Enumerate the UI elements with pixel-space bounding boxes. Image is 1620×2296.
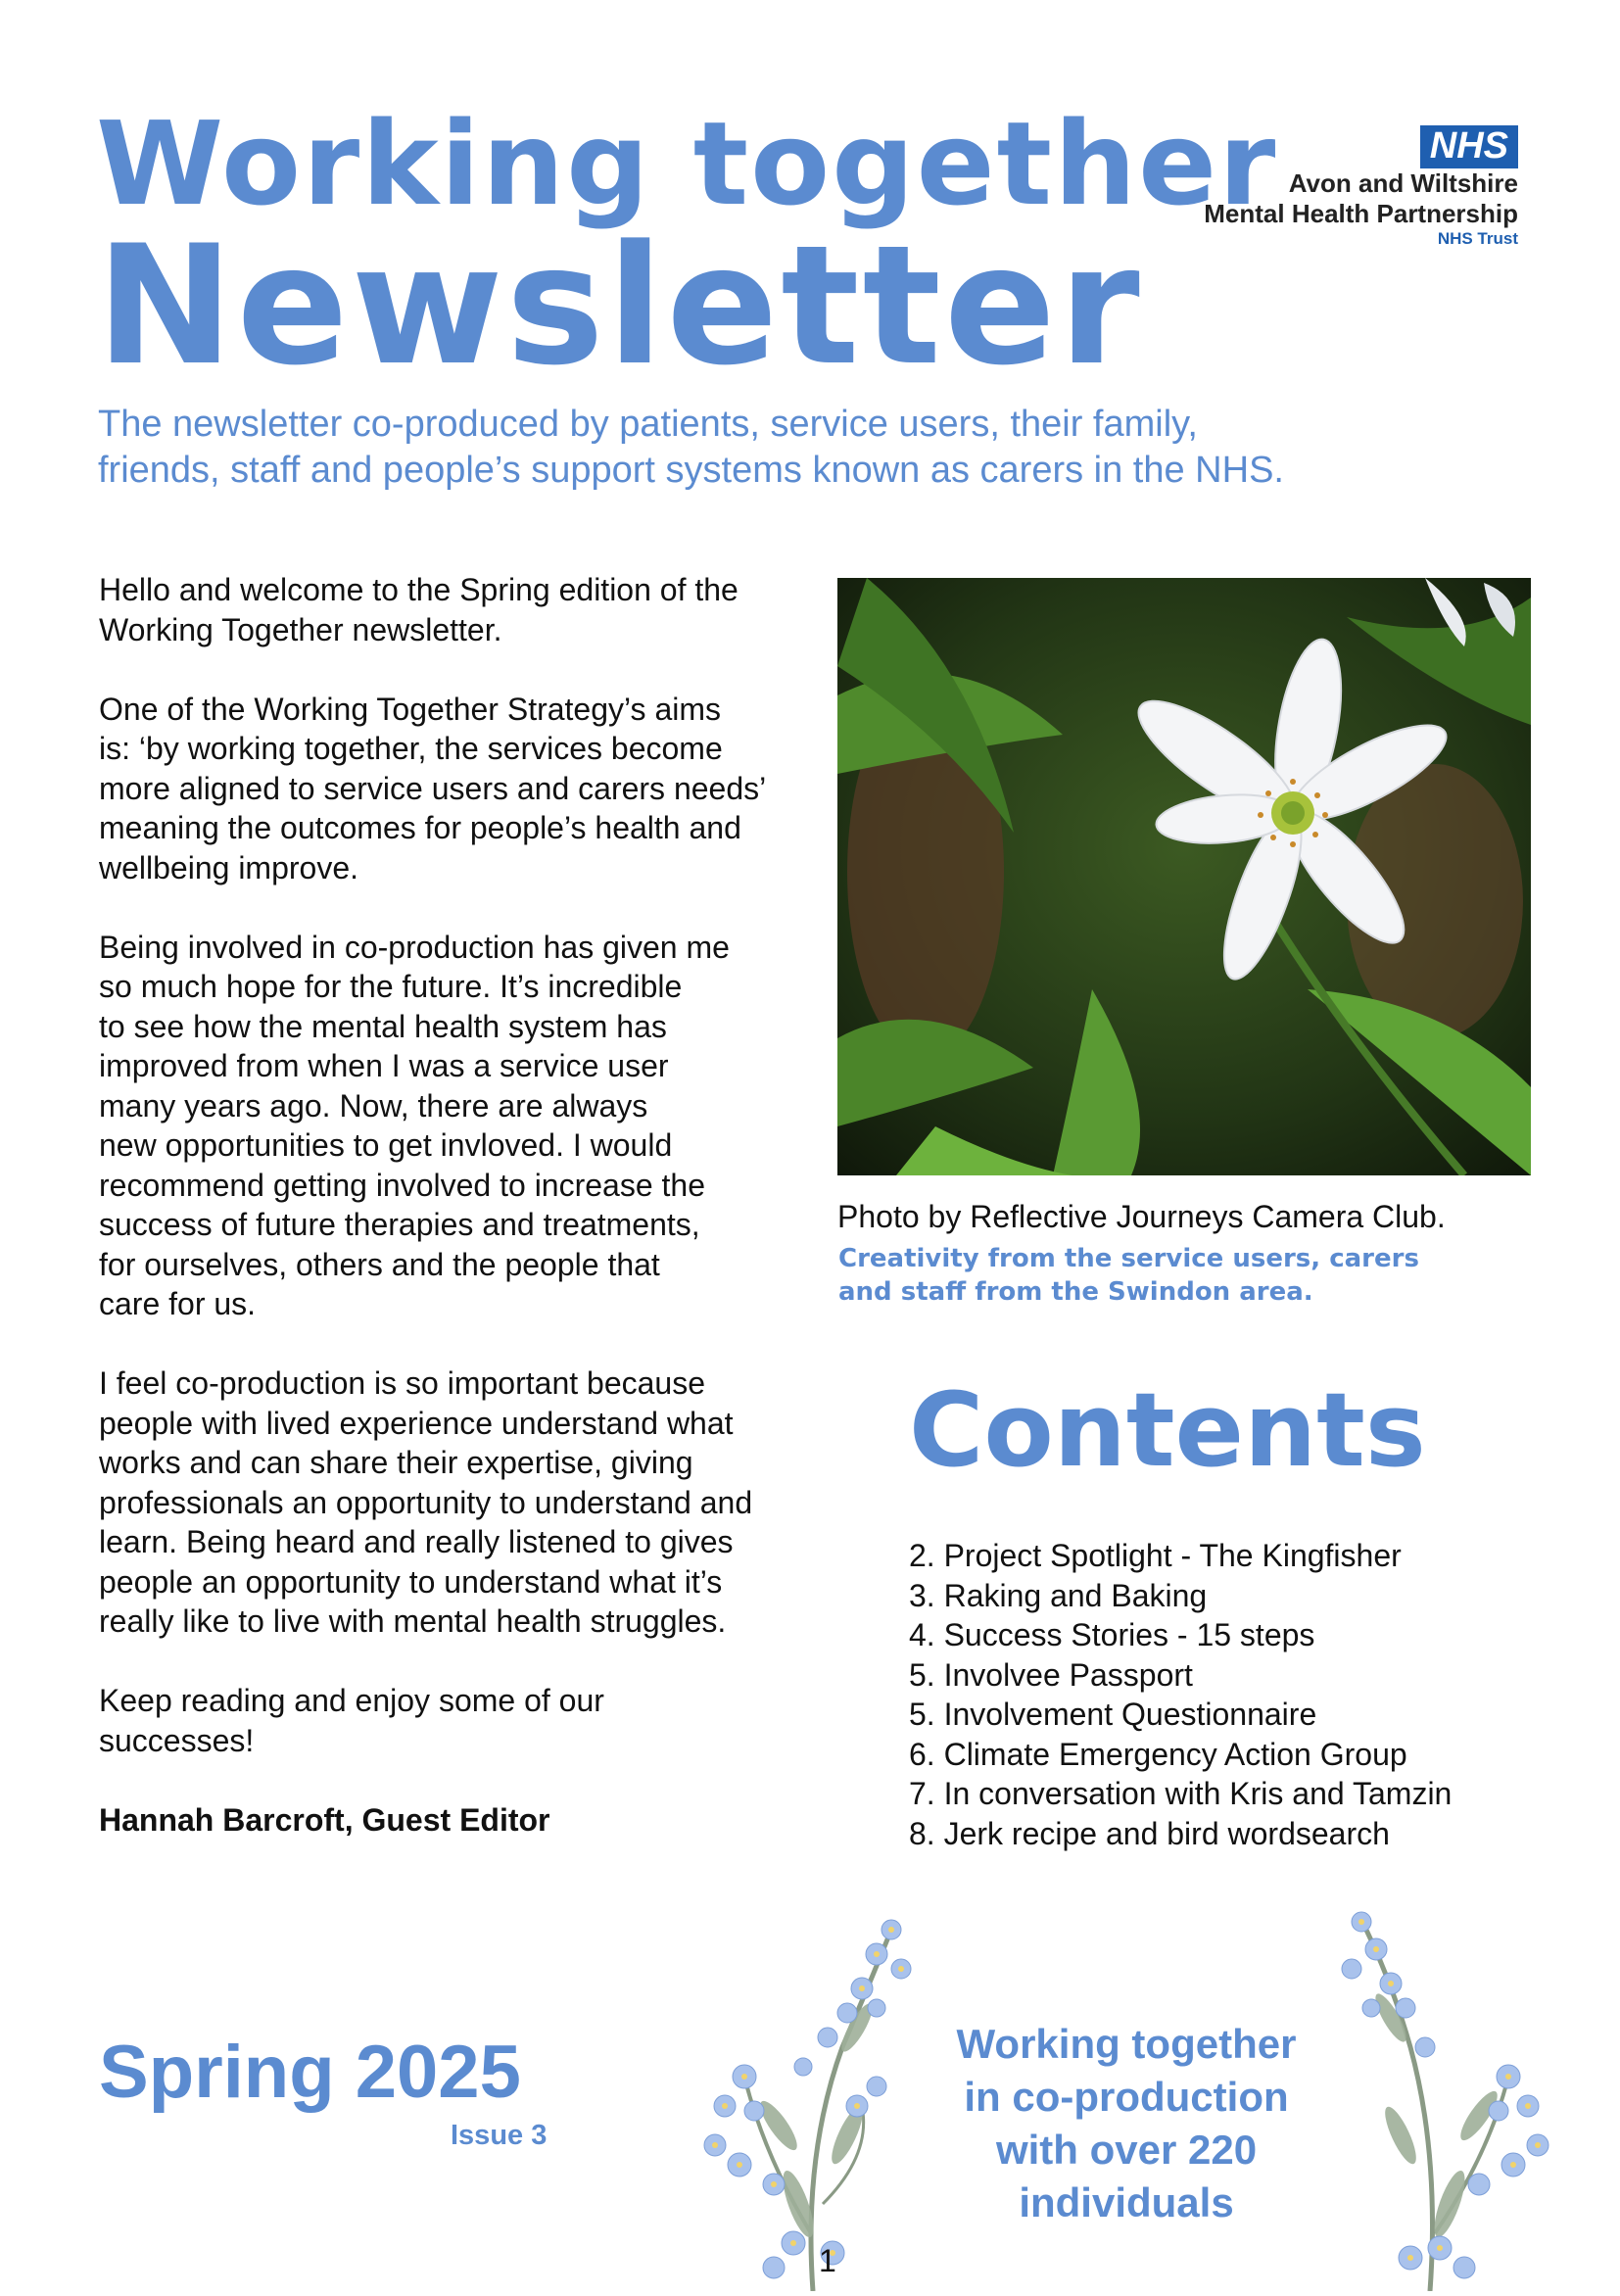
banner-line: individuals: [1019, 2179, 1234, 2225]
trust-name-line2: Mental Health Partnership: [1204, 198, 1518, 228]
issue-number: Issue 3: [451, 2120, 548, 2151]
letter-line: Working Together newsletter.: [99, 611, 502, 647]
contents-item: 4. Success Stories - 15 steps: [909, 1617, 1315, 1652]
letter-signoff: Hannah Barcroft, Guest Editor: [99, 1801, 550, 1838]
contents-item: 6. Climate Emergency Action Group: [909, 1736, 1407, 1772]
letter-line: wellbeing improve.: [99, 849, 359, 885]
photo-caption: Photo by Reflective Journeys Camera Club.: [837, 1199, 1446, 1234]
banner-line: in co-production: [964, 2074, 1289, 2120]
contents-item: 2. Project Spotlight - The Kingfisher: [909, 1538, 1402, 1573]
contents-item: 5. Involvee Passport: [909, 1656, 1193, 1693]
letter-line: recommend getting involved to increase the: [99, 1167, 706, 1203]
banner-line: with over 220: [995, 2127, 1258, 2173]
contents-item: 5. Involvement Questionnaire: [909, 1697, 1317, 1732]
contents-item: 7. In conversation with Kris and Tamzin: [909, 1776, 1453, 1811]
letter-line: for ourselves, others and the people that: [99, 1246, 660, 1282]
co-production-banner: [891, 2018, 1361, 2229]
banner-line: Working together: [956, 2021, 1297, 2067]
letter-line: is: ‘by working together, the services become: [99, 731, 723, 766]
letter-line: successes!: [99, 1722, 255, 1758]
letter-line: new opportunities to get invloved. I would: [99, 1127, 673, 1163]
letter-line: success of future therapies and treatments,: [99, 1207, 700, 1242]
forget-me-not-illustration-right: [1332, 1910, 1587, 2291]
letter-paragraph: [99, 1681, 814, 1760]
photo-handwritten-note: [838, 1242, 1419, 1309]
letter-paragraph: [99, 690, 814, 888]
letter-line: improved from when I was a service user: [99, 1048, 669, 1083]
newsletter-subtitle: [98, 402, 1371, 494]
handwritten-note-line: and staff from the Swindon area.: [838, 1277, 1313, 1307]
letter-line: more aligned to service users and carers needs’: [99, 770, 767, 806]
letter-line: One of the Working Together Strategy’s aims: [99, 691, 721, 727]
letter-line: I feel co-production is so important because: [99, 1365, 705, 1401]
newsletter-title-line2: Newsletter: [96, 210, 1143, 402]
handwritten-note-line: Creativity from the service users, carers: [838, 1244, 1419, 1273]
newsletter-title-line1: Working together: [96, 96, 1278, 231]
contents-title: Contents: [909, 1370, 1426, 1490]
nhs-badge: NHS: [1420, 125, 1518, 168]
letter-line: people an opportunity to understand what it’s: [99, 1563, 723, 1600]
flower-photo: [837, 578, 1531, 1175]
letter-line: care for us.: [99, 1286, 257, 1321]
contents-item: 3. Raking and Baking: [909, 1577, 1208, 1613]
season-title: Spring 2025: [99, 2031, 521, 2114]
subtitle-line: friends, staff and people’s support systems known as carers in the NHS.: [98, 450, 1284, 491]
trust-name-line3: NHS Trust: [1437, 229, 1518, 249]
letter-line: Hello and welcome to the Spring edition of the: [99, 572, 739, 607]
letter-line: many years ago. Now, there are always: [99, 1087, 648, 1124]
letter-paragraph: [99, 570, 814, 649]
subtitle-line: The newsletter co-produced by patients, service users, their family,: [98, 404, 1198, 445]
letter-line: really like to live with mental health struggles.: [99, 1603, 727, 1639]
trust-name-line1: Avon and Wiltshire: [1288, 167, 1518, 198]
editor-letter: [99, 570, 814, 1880]
nhs-trust-logo: [1204, 125, 1518, 250]
letter-line: to see how the mental health system has: [99, 1008, 667, 1044]
letter-line: meaning the outcomes for people’s health and: [99, 810, 741, 845]
letter-line: works and can share their expertise, giving: [99, 1445, 693, 1480]
letter-line: Being involved in co-production has given me: [99, 929, 730, 965]
letter-paragraph: [99, 1363, 814, 1642]
letter-line: learn. Being heard and really listened to gives: [99, 1524, 734, 1559]
contents-list: [909, 1536, 1452, 1853]
letter-line: Keep reading and enjoy some of our: [99, 1683, 604, 1718]
letter-line: professionals an opportunity to understand and: [99, 1484, 753, 1520]
letter-paragraph: [99, 928, 814, 1324]
letter-line: people with lived experience understand what: [99, 1405, 734, 1441]
letter-line: so much hope for the future. It’s incredible: [99, 969, 683, 1004]
page-number: 1: [819, 2243, 836, 2278]
contents-item: 8. Jerk recipe and bird wordsearch: [909, 1815, 1390, 1851]
